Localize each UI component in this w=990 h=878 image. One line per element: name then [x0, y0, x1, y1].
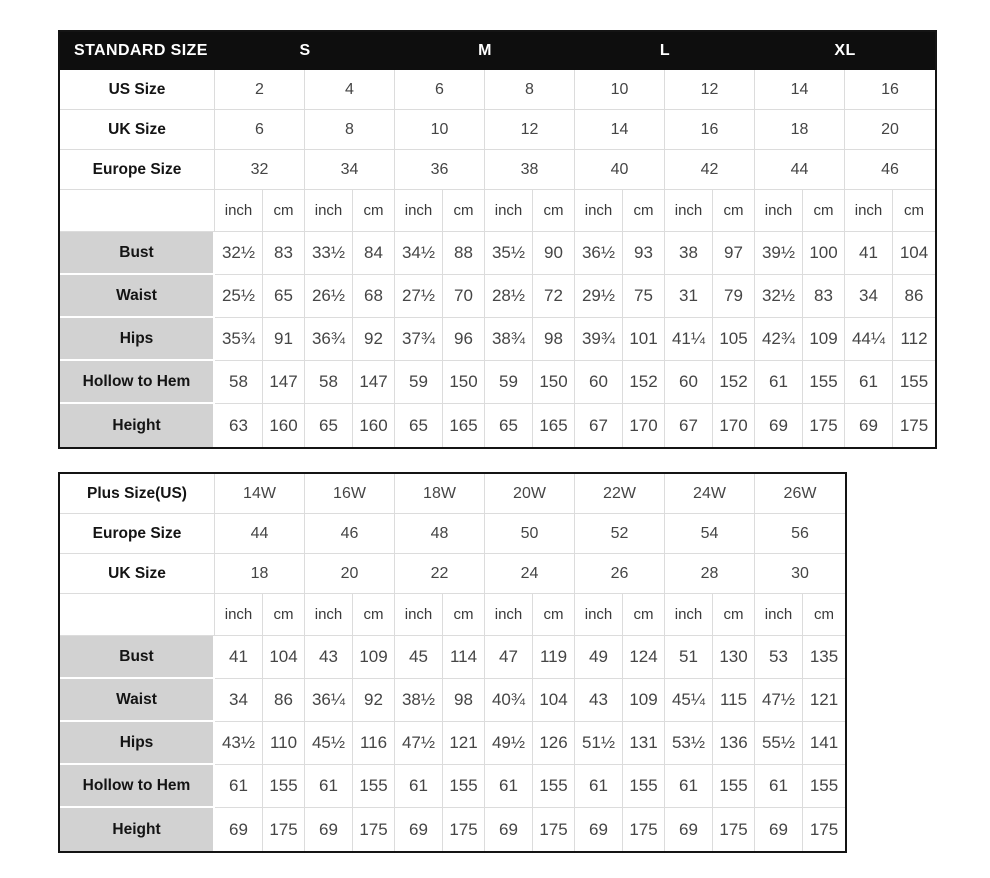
size-value-cell: 30 — [755, 554, 845, 594]
measure-cm-cell: 88 — [443, 232, 485, 275]
unit-inch-cell: inch — [575, 190, 623, 232]
measure-cm-cell: 152 — [623, 361, 665, 404]
size-group-header: XL — [755, 32, 935, 70]
unit-cm-cell: cm — [353, 190, 395, 232]
measure-cm-cell: 152 — [713, 361, 755, 404]
measure-inch-cell: 43½ — [215, 722, 263, 765]
measure-cm-cell: 121 — [443, 722, 485, 765]
size-value-cell: 6 — [215, 110, 305, 150]
size-value-cell: 22W — [575, 474, 665, 514]
table-row — [60, 190, 935, 232]
unit-cm-cell: cm — [443, 190, 485, 232]
table-row — [60, 361, 935, 404]
measure-cm-cell: 109 — [803, 318, 845, 361]
table-title: STANDARD SIZE — [60, 32, 215, 70]
measure-cm-cell: 109 — [623, 679, 665, 722]
measure-inch-cell: 47½ — [395, 722, 443, 765]
measure-cm-cell: 175 — [623, 808, 665, 851]
measure-cm-cell: 175 — [809, 819, 839, 839]
measure-inch-cell: 26½ — [305, 275, 353, 318]
measure-inch-cell: 69 — [575, 808, 623, 851]
unit-cm-cell: cm — [893, 190, 935, 232]
measure-cm-cell: 130 — [713, 636, 755, 679]
measure-inch-cell: 34 — [845, 275, 893, 318]
table-row — [60, 722, 845, 765]
measure-inch-cell: 43 — [305, 636, 353, 679]
measure-cm-cell: 165 — [533, 404, 575, 447]
measure-cm-cell: 150 — [533, 361, 575, 404]
measure-inch-cell: 47½ — [755, 679, 803, 722]
size-row-label: US Size — [60, 70, 215, 110]
size-value-cell: 54 — [665, 514, 755, 554]
measure-cm-cell: 175 — [803, 404, 845, 447]
measure-cm-cell: 155 — [803, 765, 845, 808]
measure-cm-cell: 98 — [533, 318, 575, 361]
plus-size-table — [58, 472, 847, 853]
measure-cm-cell: 155 — [893, 361, 935, 404]
size-value-cell: 18 — [755, 110, 845, 150]
measure-cm-cell: 155 — [353, 765, 395, 808]
measure-cm-cell: 97 — [713, 232, 755, 275]
size-value-cell: 20 — [305, 554, 395, 594]
measure-inch-cell: 69 — [395, 808, 443, 851]
table-row — [60, 32, 935, 70]
size-value-cell: 24 — [485, 554, 575, 594]
measure-inch-cell: 53½ — [665, 722, 713, 765]
unit-inch-cell: inch — [395, 594, 443, 636]
table-row — [60, 808, 845, 851]
measure-inch-cell: 69 — [755, 404, 803, 447]
measure-inch-cell: 65 — [305, 404, 353, 447]
measure-row-label: Bust — [60, 232, 215, 275]
measure-inch-cell: 41 — [215, 636, 263, 679]
measure-cm-cell: 116 — [353, 722, 395, 765]
size-value-cell: 10 — [575, 70, 665, 110]
measure-inch-cell: 35½ — [485, 232, 533, 275]
measure-inch-cell: 61 — [755, 765, 803, 808]
size-value-cell: 6 — [395, 70, 485, 110]
measure-cm-cell: 136 — [713, 722, 755, 765]
standard-size-table — [58, 30, 937, 449]
measure-inch-cell: 47 — [485, 636, 533, 679]
size-group-header: M — [395, 32, 575, 70]
measure-cm-cell: 160 — [353, 404, 395, 447]
table-row — [60, 150, 935, 190]
measure-inch-cell: 37¾ — [395, 318, 443, 361]
measure-cm-cell: 135 — [803, 636, 845, 679]
measure-cm-cell: 109 — [353, 636, 395, 679]
measure-row-label: Hips — [60, 318, 215, 361]
measure-inch-cell: 36¾ — [305, 318, 353, 361]
measure-inch-cell: 65 — [395, 404, 443, 447]
measure-inch-cell: 60 — [575, 361, 623, 404]
measure-inch-cell: 61 — [395, 765, 443, 808]
measure-inch-cell: 49½ — [485, 722, 533, 765]
measure-inch-cell: 55½ — [755, 722, 803, 765]
unit-inch-cell: inch — [665, 594, 713, 636]
size-value-cell: 22 — [395, 554, 485, 594]
measure-inch-cell: 61 — [575, 765, 623, 808]
measure-inch-cell: 69 — [305, 808, 353, 851]
measure-inch-cell: 34 — [215, 679, 263, 722]
measure-cm-cell: 115 — [713, 679, 755, 722]
measure-cm-cell: 104 — [533, 679, 575, 722]
measure-inch-cell: 58 — [215, 361, 263, 404]
unit-cm-cell: cm — [263, 594, 305, 636]
measure-inch-cell: 35¾ — [215, 318, 263, 361]
measure-inch-cell: 67 — [575, 404, 623, 447]
measure-cm-cell: 68 — [353, 275, 395, 318]
measure-inch-cell: 41¼ — [665, 318, 713, 361]
size-value-cell: 18W — [395, 474, 485, 514]
measure-inch-cell: 61 — [215, 765, 263, 808]
measure-inch-cell: 69 — [845, 404, 893, 447]
measure-inch-cell: 67 — [665, 404, 713, 447]
measure-inch-cell: 38 — [665, 232, 713, 275]
measure-row-label: Hollow to Hem — [60, 361, 215, 404]
measure-inch-cell: 41 — [845, 232, 893, 275]
size-value-cell: 32 — [215, 150, 305, 190]
measure-cm-cell: 119 — [533, 636, 575, 679]
measure-cm-cell: 96 — [443, 318, 485, 361]
size-value-cell: 26 — [575, 554, 665, 594]
size-value-cell: 50 — [485, 514, 575, 554]
measure-inch-cell: 69 — [755, 808, 803, 851]
size-row-label: Europe Size — [60, 150, 215, 190]
measure-cm-cell: 141 — [803, 722, 845, 765]
table-row — [60, 636, 845, 679]
measure-cm-cell: 72 — [533, 275, 575, 318]
measure-inch-cell: 63 — [215, 404, 263, 447]
measure-cm-cell: 170 — [713, 404, 755, 447]
size-value-cell: 28 — [665, 554, 755, 594]
measure-cm-cell: 114 — [443, 636, 485, 679]
measure-cm-cell: 86 — [893, 275, 935, 318]
size-value-cell: 4 — [305, 70, 395, 110]
table-row — [60, 679, 845, 722]
size-value-cell: 16 — [845, 70, 935, 110]
size-value-cell: 20 — [845, 110, 935, 150]
size-value-cell: 34 — [305, 150, 395, 190]
measure-cm-cell: 170 — [623, 404, 665, 447]
unit-inch-cell: inch — [485, 594, 533, 636]
unit-cm-cell: cm — [623, 594, 665, 636]
size-value-cell: 16W — [305, 474, 395, 514]
table-row — [60, 554, 845, 594]
unit-cm-cell: cm — [623, 190, 665, 232]
size-value-cell: 14W — [215, 474, 305, 514]
measure-inch-cell: 34½ — [395, 232, 443, 275]
unit-cm-cell: cm — [533, 190, 575, 232]
measure-inch-cell: 49 — [575, 636, 623, 679]
measure-cm-cell: 155 — [533, 765, 575, 808]
size-value-cell: 42 — [665, 150, 755, 190]
table-row — [60, 765, 845, 808]
table-row — [60, 70, 935, 110]
measure-cm-cell: 92 — [353, 679, 395, 722]
size-value-cell: 36 — [395, 150, 485, 190]
size-value-cell: 56 — [755, 514, 845, 554]
measure-inch-cell: 59 — [485, 361, 533, 404]
measure-cm-cell: 126 — [533, 722, 575, 765]
size-value-cell: 18 — [215, 554, 305, 594]
measure-cm-cell: 90 — [533, 232, 575, 275]
measure-cm-cell: 79 — [713, 275, 755, 318]
measure-inch-cell: 31 — [665, 275, 713, 318]
measure-inch-cell: 38½ — [395, 679, 443, 722]
table-row — [60, 318, 935, 361]
measure-inch-cell: 45 — [395, 636, 443, 679]
measure-cm-cell: 155 — [263, 765, 305, 808]
unit-inch-cell: inch — [755, 594, 803, 636]
measure-cm-cell: 83 — [263, 232, 305, 275]
measure-cm-cell: 155 — [803, 361, 845, 404]
table-row — [60, 275, 935, 318]
size-value-cell: 8 — [305, 110, 395, 150]
measure-row-label: Height — [60, 404, 215, 447]
size-value-cell: 2 — [215, 70, 305, 110]
measure-inch-cell: 61 — [485, 765, 533, 808]
measure-cm-cell: 84 — [353, 232, 395, 275]
unit-cm-cell: cm — [803, 594, 845, 636]
measure-cm-cell: 175 — [713, 808, 755, 851]
size-value-cell: 46 — [305, 514, 395, 554]
size-row-label: UK Size — [60, 554, 215, 594]
measure-inch-cell: 39½ — [755, 232, 803, 275]
unit-inch-cell: inch — [575, 594, 623, 636]
measure-inch-cell: 32½ — [215, 232, 263, 275]
measure-inch-cell: 45¼ — [665, 679, 713, 722]
measure-cm-cell: 147 — [353, 361, 395, 404]
unit-inch-cell: inch — [665, 190, 713, 232]
measure-cm-cell: 65 — [263, 275, 305, 318]
size-group-header: L — [575, 32, 755, 70]
measure-cm-cell: 98 — [443, 679, 485, 722]
size-group-header: S — [215, 32, 395, 70]
size-row-label: Plus Size(US) — [60, 474, 215, 514]
measure-inch-cell: 39¾ — [575, 318, 623, 361]
measure-cm-cell: 160 — [263, 404, 305, 447]
table-row — [60, 514, 845, 554]
size-value-cell: 12 — [485, 110, 575, 150]
unit-inch-cell: inch — [305, 594, 353, 636]
size-value-cell: 52 — [575, 514, 665, 554]
measure-inch-cell: 61 — [665, 765, 713, 808]
measure-row-label: Hollow to Hem — [60, 765, 215, 808]
measure-inch-cell: 51 — [665, 636, 713, 679]
unit-inch-cell: inch — [845, 190, 893, 232]
measure-cm-cell: 92 — [353, 318, 395, 361]
measure-cm-cell: 150 — [443, 361, 485, 404]
measure-inch-cell: 43 — [575, 679, 623, 722]
measure-cm-cell: 175 — [533, 808, 575, 851]
measure-cm-cell: 112 — [893, 318, 935, 361]
unit-cm-cell: cm — [803, 190, 845, 232]
measure-inch-cell: 61 — [845, 361, 893, 404]
measure-inch-cell: 32½ — [755, 275, 803, 318]
measure-cm-cell: 93 — [623, 232, 665, 275]
measure-cm-cell: 175 — [263, 808, 305, 851]
measure-cm-cell: 121 — [803, 679, 845, 722]
measure-cm-cell: 165 — [443, 404, 485, 447]
measure-inch-cell: 38¾ — [485, 318, 533, 361]
measure-inch-cell: 33½ — [305, 232, 353, 275]
measure-cm-cell: 100 — [803, 232, 845, 275]
measure-cm-cell: 175 — [443, 808, 485, 851]
measure-inch-cell: 45½ — [305, 722, 353, 765]
measure-inch-cell: 36¼ — [305, 679, 353, 722]
measure-cm-cell: 147 — [263, 361, 305, 404]
measure-inch-cell: 36½ — [575, 232, 623, 275]
unit-cm-cell: cm — [713, 190, 755, 232]
unit-inch-cell: inch — [395, 190, 443, 232]
unit-cm-cell: cm — [533, 594, 575, 636]
measure-inch-cell: 40¾ — [485, 679, 533, 722]
measure-inch-cell: 69 — [485, 808, 533, 851]
unit-inch-cell: inch — [485, 190, 533, 232]
measure-inch-cell: 27½ — [395, 275, 443, 318]
unit-cm-cell: cm — [713, 594, 755, 636]
size-value-cell: 44 — [215, 514, 305, 554]
measure-cm-cell: 155 — [713, 765, 755, 808]
measure-cm-cell: 105 — [713, 318, 755, 361]
measure-inch-cell: 69 — [215, 808, 263, 851]
size-value-cell: 16 — [665, 110, 755, 150]
table-row — [60, 110, 935, 150]
measure-inch-cell: 25½ — [215, 275, 263, 318]
measure-inch-cell: 60 — [665, 361, 713, 404]
size-value-cell: 10 — [395, 110, 485, 150]
size-value-cell: 12 — [665, 70, 755, 110]
measure-inch-cell: 61 — [755, 361, 803, 404]
measure-inch-cell: 69 — [665, 808, 713, 851]
unit-row-label — [60, 190, 215, 232]
measure-cm-cell: 101 — [623, 318, 665, 361]
unit-cm-cell: cm — [263, 190, 305, 232]
measure-cm-cell: 175 — [353, 808, 395, 851]
size-value-cell: 20W — [485, 474, 575, 514]
measure-cm-cell: 86 — [263, 679, 305, 722]
measure-cm-cell: 175 — [899, 415, 929, 435]
measure-inch-cell: 28½ — [485, 275, 533, 318]
measure-inch-cell: 42¾ — [755, 318, 803, 361]
measure-cm-cell: 75 — [623, 275, 665, 318]
measure-row-label: Hips — [60, 722, 215, 765]
unit-inch-cell: inch — [755, 190, 803, 232]
unit-row-label — [60, 594, 215, 636]
size-value-cell: 40 — [575, 150, 665, 190]
measure-cm-cell: 70 — [443, 275, 485, 318]
unit-inch-cell: inch — [215, 190, 263, 232]
size-row-label: Europe Size — [60, 514, 215, 554]
measure-row-label: Waist — [60, 679, 215, 722]
measure-inch-cell: 61 — [305, 765, 353, 808]
size-value-cell: 14 — [575, 110, 665, 150]
size-value-cell: 8 — [485, 70, 575, 110]
measure-row-label: Waist — [60, 275, 215, 318]
measure-row-label: Bust — [60, 636, 215, 679]
measure-cm-cell: 104 — [893, 232, 935, 275]
measure-inch-cell: 29½ — [575, 275, 623, 318]
measure-inch-cell: 58 — [305, 361, 353, 404]
size-value-cell: 44 — [755, 150, 845, 190]
measure-inch-cell: 44¼ — [845, 318, 893, 361]
unit-inch-cell: inch — [305, 190, 353, 232]
measure-cm-cell: 155 — [443, 765, 485, 808]
measure-inch-cell: 51½ — [575, 722, 623, 765]
measure-cm-cell: 83 — [803, 275, 845, 318]
measure-cm-cell: 131 — [623, 722, 665, 765]
size-value-cell: 48 — [395, 514, 485, 554]
measure-cm-cell: 124 — [623, 636, 665, 679]
unit-cm-cell: cm — [353, 594, 395, 636]
unit-inch-cell: inch — [215, 594, 263, 636]
measure-inch-cell: 65 — [485, 404, 533, 447]
size-row-label: UK Size — [60, 110, 215, 150]
table-row — [60, 404, 935, 447]
table-row — [60, 594, 845, 636]
table-row — [60, 474, 845, 514]
measure-cm-cell: 91 — [263, 318, 305, 361]
size-value-cell: 46 — [845, 150, 935, 190]
measure-row-label: Height — [60, 808, 215, 851]
table-row — [60, 232, 935, 275]
measure-cm-cell: 155 — [623, 765, 665, 808]
unit-cm-cell: cm — [443, 594, 485, 636]
measure-cm-cell: 110 — [263, 722, 305, 765]
measure-inch-cell: 53 — [755, 636, 803, 679]
size-value-cell: 38 — [485, 150, 575, 190]
measure-cm-cell: 104 — [263, 636, 305, 679]
size-value-cell: 14 — [755, 70, 845, 110]
measure-inch-cell: 59 — [395, 361, 443, 404]
size-value-cell: 26W — [755, 474, 845, 514]
size-value-cell: 24W — [665, 474, 755, 514]
